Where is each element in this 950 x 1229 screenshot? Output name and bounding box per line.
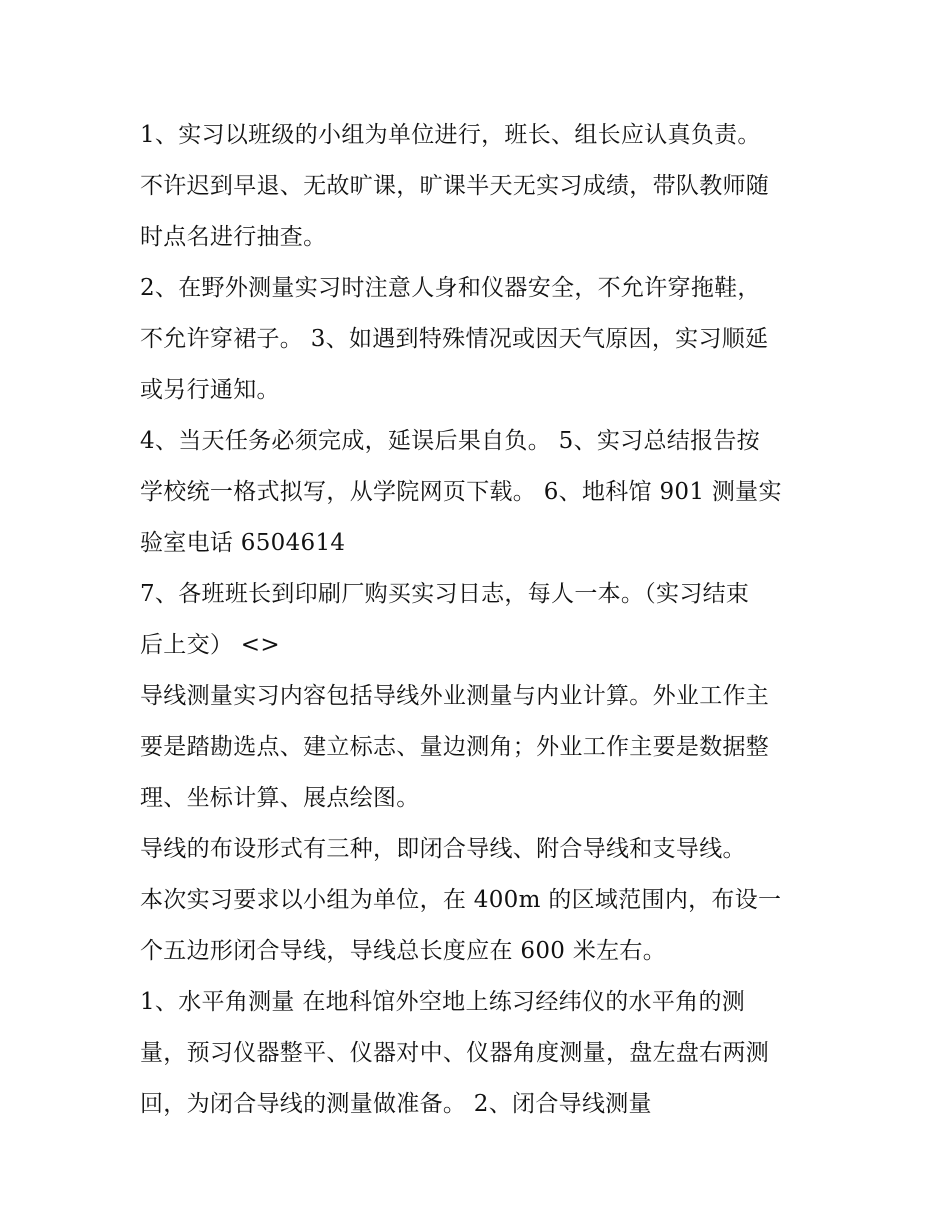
text-line: 导线的布设形式有三种，即闭合导线、附合导线和支导线。 — [140, 836, 746, 862]
text-line: 量，预习仪器整平、仪器对中、仪器角度测量，盘左盘右两测 — [140, 1040, 770, 1066]
text-line: 回，为闭合导线的测量做准备。 2、闭合导线测量 — [140, 1091, 652, 1117]
text-line: 1、实习以班级的小组为单位进行，班长、组长应认真负责。 — [140, 122, 761, 148]
document-body — [140, 110, 820, 1130]
text-line: 时点名进行抽查。 — [140, 224, 327, 250]
text-line: 个五边形闭合导线，导线总长度应在 600 米左右。 — [140, 938, 667, 964]
text-line: 不许迟到早退、无故旷课，旷课半天无实习成绩，带队教师随 — [140, 173, 770, 199]
text-line: 理、坐标计算、展点绘图。 — [140, 785, 420, 811]
text-line: 后上交） <> — [140, 632, 280, 658]
text-line: 要是踏勘选点、建立标志、量边测角；外业工作主要是数据整 — [140, 734, 770, 760]
text-line: 学校统一格式拟写，从学院网页下载。 6、地科馆 901 测量实 — [140, 479, 782, 505]
text-line: 不允许穿裙子。 3、如遇到特殊情况或因天气原因，实习顺延 — [140, 326, 769, 352]
text-line: 2、在野外测量实习时注意人身和仪器安全，不允许穿拖鞋， — [140, 275, 761, 301]
text-line: 1、水平角测量 在地科馆外空地上练习经纬仪的水平角的测 — [140, 989, 746, 1015]
text-line: 本次实习要求以小组为单位，在 400m 的区域范围内，布设一 — [140, 887, 782, 913]
text-line: 4、当天任务必须完成，延误后果自负。 5、实习总结报告按 — [140, 428, 760, 454]
text-line: 导线测量实习内容包括导线外业测量与内业计算。外业工作主 — [140, 683, 770, 709]
text-line: 验室电话 6504614 — [140, 530, 346, 556]
text-line: 7、各班班长到印刷厂购买实习日志，每人一本。（实习结束 — [140, 581, 750, 607]
text-line: 或另行通知。 — [140, 377, 280, 403]
